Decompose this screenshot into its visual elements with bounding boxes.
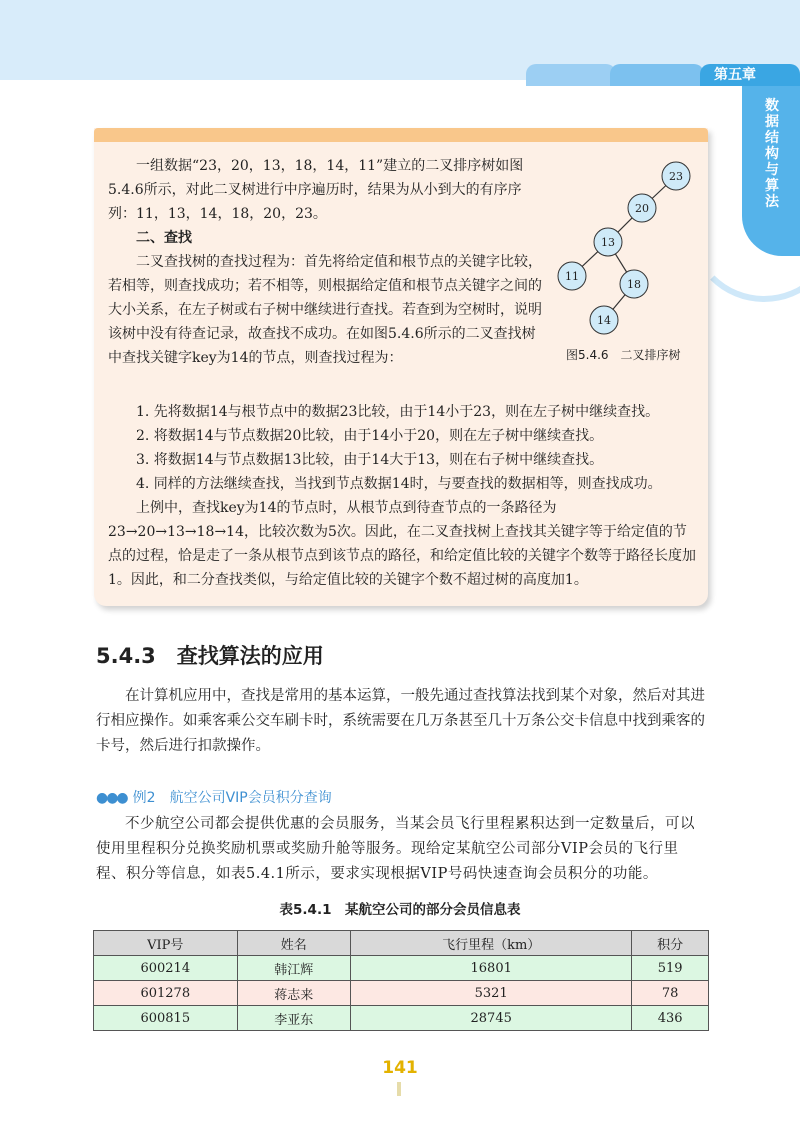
tree-node-label: 11 [565, 270, 579, 283]
tree-node-label: 18 [627, 278, 641, 291]
table-cell: 蒋志来 [237, 981, 350, 1006]
section-title: 5.4.3 查找算法的应用 [96, 644, 324, 668]
table-cell: 李亚东 [237, 1006, 350, 1031]
box-step: 2. 将数据14与节点数据20比较，由于14小于20，则在左子树中继续查找。 [136, 428, 604, 444]
note-box-upper [108, 154, 548, 370]
box-step: 3. 将数据14与节点数据13比较，由于14大于13，则在右子树中继续查找。 [136, 452, 604, 468]
tree-node-label: 20 [635, 202, 649, 215]
binary-tree-figure [548, 150, 708, 340]
member-info-table [93, 930, 709, 1031]
page-number: 141 [382, 1058, 418, 1078]
side-chapter-title: 数据结构与算法 [765, 98, 779, 210]
box-heading-search: 二、查找 [136, 230, 192, 246]
figure-caption: 图5.4.6 二叉排序树 [566, 348, 681, 362]
table-row [94, 1006, 709, 1031]
tree-node-label: 14 [597, 314, 611, 327]
table-cell: 韩江辉 [237, 956, 350, 981]
note-box-lower [108, 400, 698, 592]
section-paragraph: 在计算机应用中，查找是常用的基本运算，一般先通过查找算法找到某个对象，然后对其进行相应操作。如乘客乘公交车刷卡时，系统需要在几万条甚至几十万条公交卡信息中找到乘客的卡号，然后进行扣款操作。 [96, 688, 705, 754]
table-caption: 表5.4.1 某航空公司的部分会员信息表 [279, 902, 521, 918]
box-step: 4. 同样的方法继续查找，当找到节点数据14时，与要查找的数据相等，则查找成功。 [136, 476, 662, 492]
box-paragraph-1: 一组数据“23，20，13，18，14，11”建立的二叉排序树如图5.4.6所示，对此二叉树进行中序遍历时，结果为从小到大的有序序列：11，13，14，18，20，23。 [108, 158, 524, 222]
header-tab-deco-1 [526, 64, 616, 86]
table-cell: 78 [632, 981, 709, 1006]
tree-node-label: 13 [601, 236, 615, 249]
column-header: 飞行里程（km） [351, 931, 632, 956]
bullet-dots-icon: ●●● [96, 790, 127, 806]
box-paragraph-3: 上例中，查找key为14的节点时，从根节点到待查节点的一条路径为23→20→13→18→14，比较次数为5次。因此，在二叉查找树上查找其关键字等于给定值的节点的过程，恰是走了一条从根节点到该节点的路径，和给定值比较的关键字个数等于路径长度加1。因此，和二分查找类似，与给定值比较的关键字个数不超过树的高度加1。 [108, 500, 696, 588]
column-header: 姓名 [237, 931, 350, 956]
column-header: VIP号 [94, 931, 238, 956]
example-label: 例2 航空公司VIP会员积分查询 [132, 790, 332, 806]
example-heading [96, 787, 332, 807]
table-cell: 28745 [351, 1006, 632, 1031]
header-tab-deco-2 [610, 64, 704, 86]
table-cell: 519 [632, 956, 709, 981]
table-cell: 5321 [351, 981, 632, 1006]
tree-node-label: 23 [669, 170, 683, 183]
table-cell: 600214 [94, 956, 238, 981]
box-paragraph-2: 二叉查找树的查找过程为：首先将给定值和根节点的关键字比较，若相等，则查找成功；若不相等，则根据给定值和根节点关键字之间的大小关系，在左子树或右子树中继续进行查找。若查到为空树时，说明该树中没有待查记录，故查找不成功。在如图5.4.6所示的二叉查找树中查找关键字key为14的节点，则查找过程为： [108, 254, 542, 366]
table-row [94, 981, 709, 1006]
note-box-header [94, 128, 708, 142]
box-step: 1. 先将数据14与根节点中的数据23比较，由于14小于23，则在左子树中继续查找。 [136, 404, 660, 420]
page-number-mark [397, 1082, 401, 1096]
table-row [94, 956, 709, 981]
table-cell: 600815 [94, 1006, 238, 1031]
example-paragraph: 不少航空公司都会提供优惠的会员服务，当某会员飞行里程累积达到一定数量后，可以使用里程积分兑换奖励机票或奖励升舱等服务。现给定某航空公司部分VIP会员的飞行里程、积分等信息，如表5.4.1所示，要求实现根据VIP号码快速查询会员积分的功能。 [96, 816, 695, 882]
table-cell: 601278 [94, 981, 238, 1006]
table-cell: 436 [632, 1006, 709, 1031]
table-cell: 16801 [351, 956, 632, 981]
chapter-label: 第五章 [700, 64, 800, 86]
table-header-row [94, 931, 709, 956]
column-header: 积分 [632, 931, 709, 956]
